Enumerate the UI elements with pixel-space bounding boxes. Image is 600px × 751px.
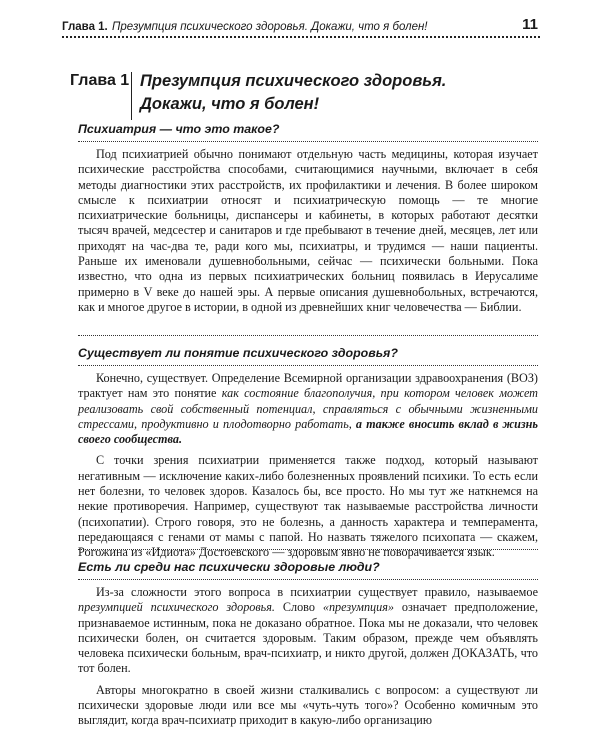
running-head-title: Презумпция психического здоровья. Докажи, что я болен! [112, 21, 428, 33]
chapter-title [140, 70, 446, 116]
who-definition-text: Конечно, существует. Определение Всемирной организации здравоохранения (ВОЗ) трактует нам это понятие [78, 371, 538, 401]
who-definition-bold-italic: а также вносить вклад в жизнь своего сообщества. [78, 416, 538, 447]
section-3-paragraph-1 [78, 580, 538, 677]
presumption-text-a: Из-за сложности этого вопроса в психиатрии существует правило, называемое [96, 585, 538, 599]
running-head [62, 14, 540, 38]
section-2-paragraph-1 [78, 366, 538, 447]
presumption-text-b: Слово [274, 600, 323, 615]
presumption-text-c: означает предположение, признаваемое истинным, пока не доказано обратное. Пока мы не доказали, что человек психически болен, он считается здоровым. Таким образом, прежде чем объявлять человека психически больным, врач-психиатр, и никто другой, должен ДОКАЗАТЬ, что тот болен. [78, 600, 538, 676]
section-3 [78, 579, 538, 751]
presumption-word: «презумпция» [322, 600, 394, 615]
chapter-label: Глава 1 [70, 72, 130, 89]
section-heading-1: Психиатрия — что это такое? [78, 122, 280, 136]
who-definition-italic: как состояние благополучия, при котором человек может реализовать свой собственный потенциал, справляться с обычными жизненными стрессами, продуктивно и плодотворно работать, [78, 386, 538, 431]
running-head-label: Глава 1. [62, 21, 108, 33]
section-1 [78, 141, 538, 336]
section-3-paragraph-2: Авторы многократно в своей жизни сталкивались с вопросом: а существуют ли психически здоровые люди или все мы «чуть-чуть того»? Особенно комичным это выглядит, когда врач-психиатр приходит в какую-либо организацию [78, 682, 538, 728]
chapter-title-line-1: Презумпция психического здоровья. [140, 72, 447, 90]
section-2 [78, 365, 538, 560]
section-heading-3: Есть ли среди нас психически здоровые люди? [78, 560, 380, 574]
section-1-paragraph-1: Под психиатрией обычно понимают отдельную часть медицины, которая изучает психические расстройства способами, считающимися научными, включает в себя методы диагностики этих расстройств, их профилактики и лечения. В более широком смысле к психиатрии относят и психиатрическую помощь — те многие психиатрические больницы, диспансеры и кабинеты, в которых работают десятки тысяч врачей, медсестер и санитаров и где пребывают в течение дней, месяцев, лет или приходят на час-два те, ради кого мы, психиатры, и трудимся — наши пациенты. Раньше их именовали душевнобольными, сейчас — психически больными. Пока известно, что одна из первых психиатрических больниц появилась в Иерусалиме примерно в V веке до нашей эры. А первые описания душевнобольных, встречаются, как и многое другое в истории, в одной из древнейших книг человечества — Библии. [78, 147, 538, 314]
chapter-title-line-2: Докажи, что я болен! [140, 95, 320, 113]
presumption-term: презумпцией психического здоровья. [78, 600, 275, 615]
page-number: 11 [522, 16, 538, 33]
section-2-paragraph-2: С точки зрения психиатрии применяется также подход, который называют негативным — исключение каких-либо болезненных проявлений психики. То есть если нет болезни, то человек здоров. Казалось бы, все просто. Но мы тут же наткнемся на некие противоречия. Например, существуют так называемые расстройства личности (психопатии). Строго говоря, это не болезнь, а данность характера и темперамента, передающаяся с генами от мамы с папой. Но назвать тяжелого психопата — скажем, Рогожина из «Идиота» Достоевского — здоровым явно не поворачивается язык. [78, 453, 538, 560]
chapter-heading [70, 70, 540, 124]
chapter-divider [131, 72, 132, 120]
section-heading-2: Существует ли понятие психического здоровья? [78, 346, 398, 360]
